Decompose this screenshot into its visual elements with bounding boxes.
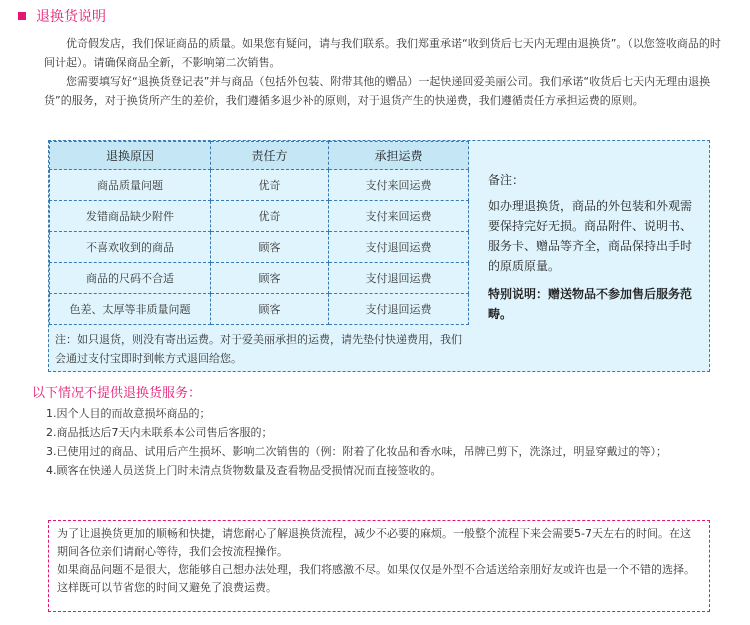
table-row <box>50 263 469 294</box>
reason-cell: 发错商品缺少附件 <box>50 201 211 232</box>
responsible-cell: 顾客 <box>211 263 329 294</box>
reason-cell: 商品质量问题 <box>50 170 211 201</box>
intro-paragraph-2: 您需要填写好“退换货登记表”并与商品（包括外包装、附带其他的赠品）一起快递回爱美丽公司。我们承诺“收货后七天内无理由退换货”的服务，对于换货所产生的差价，我们遵循多退少补的原则，对于退货产生的快递费，我们遵循责任方承担运费的原则。 <box>44 75 711 107</box>
header-responsible: 责任方 <box>211 142 329 170</box>
responsible-cell: 优奇 <box>211 201 329 232</box>
list-item: 1.因个人目的而故意损坏商品的； <box>46 407 211 420</box>
remark-heading: 备注： <box>488 173 525 187</box>
table-row <box>50 294 469 325</box>
table-row <box>50 232 469 263</box>
intro-paragraph-1: 优奇假发店，我们保证商品的质量。如果您有疑问，请与我们联系。我们郑重承诺“收到货后七天内无理由退换货”。（以您签收商品的时间计起）。请确保商品全新，不影响第二次销售。 <box>44 37 721 69</box>
return-reasons-table <box>49 141 469 325</box>
remark-box <box>488 170 698 324</box>
shipping-cell: 支付退回运费 <box>329 232 469 263</box>
notice-box <box>48 520 710 612</box>
non-return-title: 以下情况不提供退换货服务： <box>32 386 202 401</box>
notice-paragraph-1: 为了让退换货更加的顺畅和快捷，请您耐心了解退换货流程，减少不必要的麻烦。一般整个流程下来会需要5-7天左右的时间。在这期间各位亲们请耐心等待，我们会按流程操作。 <box>57 527 691 558</box>
reason-cell: 不喜欢收到的商品 <box>50 232 211 263</box>
shipping-cell: 支付来回运费 <box>329 170 469 201</box>
reason-cell: 色差、太厚等非质量问题 <box>50 294 211 325</box>
responsible-cell: 顾客 <box>211 232 329 263</box>
section-header <box>18 6 106 26</box>
special-note: 特别说明：赠送物品不参加售后服务范畴。 <box>488 287 693 321</box>
intro-text <box>44 34 728 110</box>
responsible-cell: 优奇 <box>211 170 329 201</box>
shipping-cell: 支付来回运费 <box>329 201 469 232</box>
table-footnote: 注：如只退货，则没有寄出运费。对于爱美丽承担的运费，请先垫付快递费用，我们会通过支付宝即时到帐方式退回给您。 <box>55 333 462 365</box>
notice-paragraph-2: 如果商品问题不是很大，您能够自己想办法处理，我们将感激不尽。如果仅仅是外型不合适送给亲朋好友或许也是一个不错的选择。这样既可以节省您的时间又避免了浪费运费。 <box>57 563 695 594</box>
non-return-list <box>46 404 726 480</box>
pink-square-bullet-icon <box>18 12 26 20</box>
shipping-cell: 支付退回运费 <box>329 263 469 294</box>
header-reason: 退换原因 <box>50 142 211 170</box>
reason-cell: 商品的尺码不合适 <box>50 263 211 294</box>
responsible-cell: 顾客 <box>211 294 329 325</box>
list-item: 4.顾客在快递人员送货上门时未清点货物数量及查看物品受损情况而直接签收的。 <box>46 464 442 477</box>
table-row <box>50 170 469 201</box>
list-item: 2.商品抵达后7天内未联系本公司售后客服的； <box>46 426 273 439</box>
table-row <box>50 201 469 232</box>
list-item: 3.已使用过的商品、试用后产生损坏、影响二次销售的（例：附着了化妆品和香水味，吊牌已剪下，洗涤过，明显穿戴过的等）； <box>46 445 667 458</box>
shipping-cell: 支付退回运费 <box>329 294 469 325</box>
table-header-row <box>50 142 469 170</box>
page-title: 退换货说明 <box>36 9 106 25</box>
header-shipping: 承担运费 <box>329 142 469 170</box>
remark-body: 如办理退换货，商品的外包装和外观需要保持完好无损。商品附件、说明书、服务卡、赠品等齐全，商品保持出手时的原质原量。 <box>488 199 693 273</box>
